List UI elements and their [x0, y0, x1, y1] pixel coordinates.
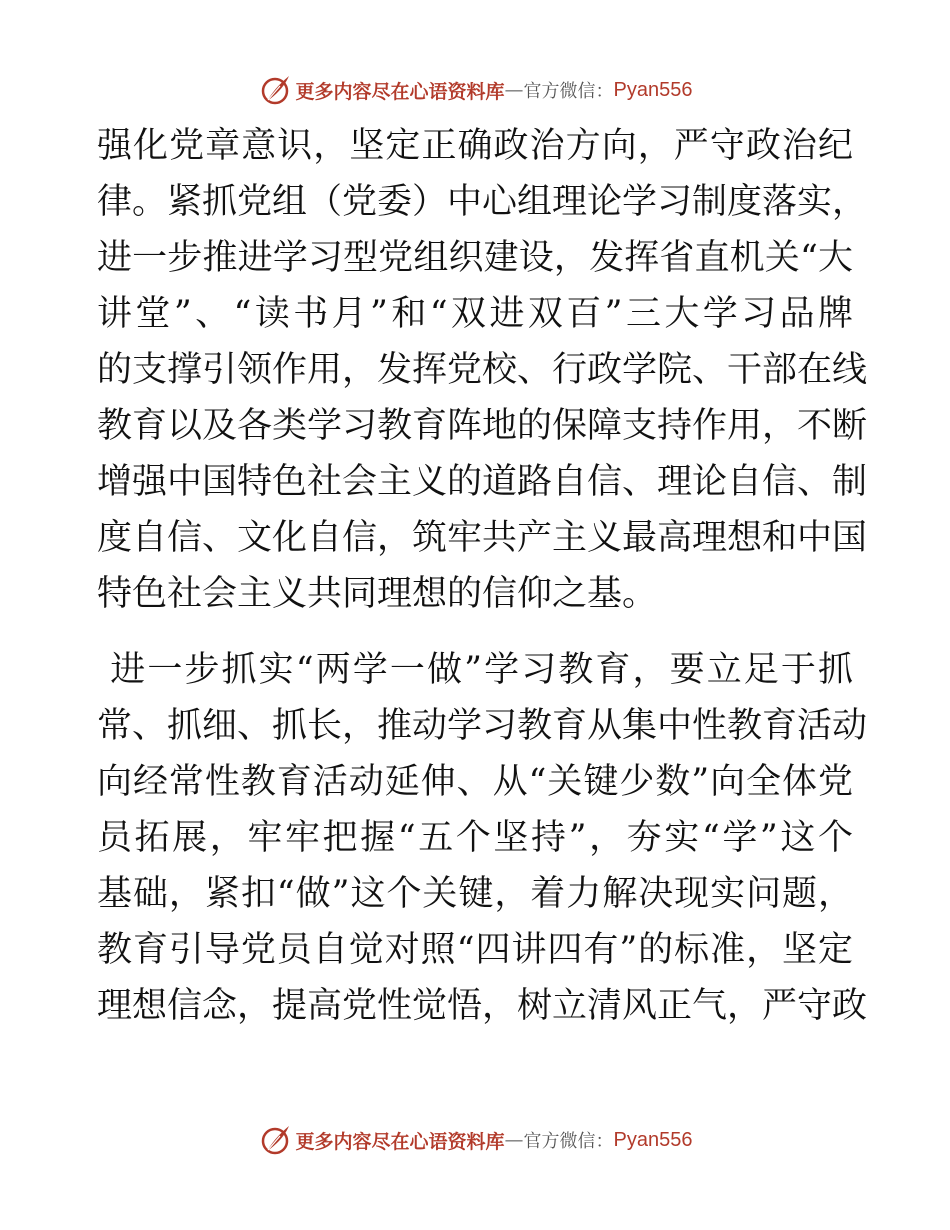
feather-pen-logo-icon — [258, 73, 292, 107]
feather-pen-logo-icon — [258, 1123, 292, 1157]
text-line: 向经常性教育活动延伸、从“关键少数”向全体党 — [97, 762, 853, 802]
text-line: 度自信、文化自信，筑牢共产主义最高理想和中国 — [97, 518, 868, 558]
text-line: 的支撑引领作用，发挥党校、行政学院、干部在线 — [97, 350, 868, 390]
paragraph-2 — [97, 642, 868, 1034]
text-line: 基础，紧扣“做”这个关键，着力解决现实问题， — [97, 874, 853, 914]
text-line: 强化党章意识，坚定正确政治方向，严守政治纪 — [97, 126, 853, 166]
paragraph-1 — [97, 118, 868, 622]
watermark-brand: 更多内容尽在心语资料库 — [295, 80, 505, 103]
text-line: 进一步抓实“两学一做”学习教育，要立足于抓 — [97, 650, 853, 690]
text-line: 教育以及各类学习教育阵地的保障支持作用，不断 — [97, 406, 868, 446]
header-watermark — [0, 70, 950, 110]
footer-watermark — [0, 1120, 950, 1160]
paragraph-spacer — [97, 622, 853, 642]
text-line: 特色社会主义共同理想的信仰之基。 — [97, 574, 658, 614]
watermark-suffix: 官方微信： — [523, 1131, 614, 1152]
watermark-brand: 更多内容尽在心语资料库 — [295, 1130, 505, 1153]
text-line: 员拓展，牢牢把握“五个坚持”，夯实“学”这个 — [97, 818, 853, 858]
document-body — [97, 118, 868, 1034]
watermark-suffix: 官方微信： — [523, 81, 614, 102]
text-line: 常、抓细、抓长，推动学习教育从集中性教育活动 — [97, 706, 868, 746]
watermark-separator: — — [504, 79, 524, 101]
text-line: 理想信念，提高党性觉悟，树立清风正气，严守政 — [97, 986, 868, 1026]
watermark-separator: — — [504, 1129, 524, 1151]
text-line: 增强中国特色社会主义的道路自信、理论自信、制 — [97, 462, 868, 502]
text-line: 讲堂”、“读书月”和“双进双百”三大学习品牌 — [97, 294, 853, 334]
text-line: 进一步推进学习型党组织建设，发挥省直机关“大 — [97, 238, 853, 278]
text-line: 教育引导党员自觉对照“四讲四有”的标准，坚定 — [97, 930, 853, 970]
watermark-wechat-id: Pyan556 — [613, 78, 693, 101]
text-line: 律。紧抓党组（党委）中心组理论学习制度落实， — [97, 182, 868, 222]
watermark-wechat-id: Pyan556 — [613, 1128, 693, 1151]
